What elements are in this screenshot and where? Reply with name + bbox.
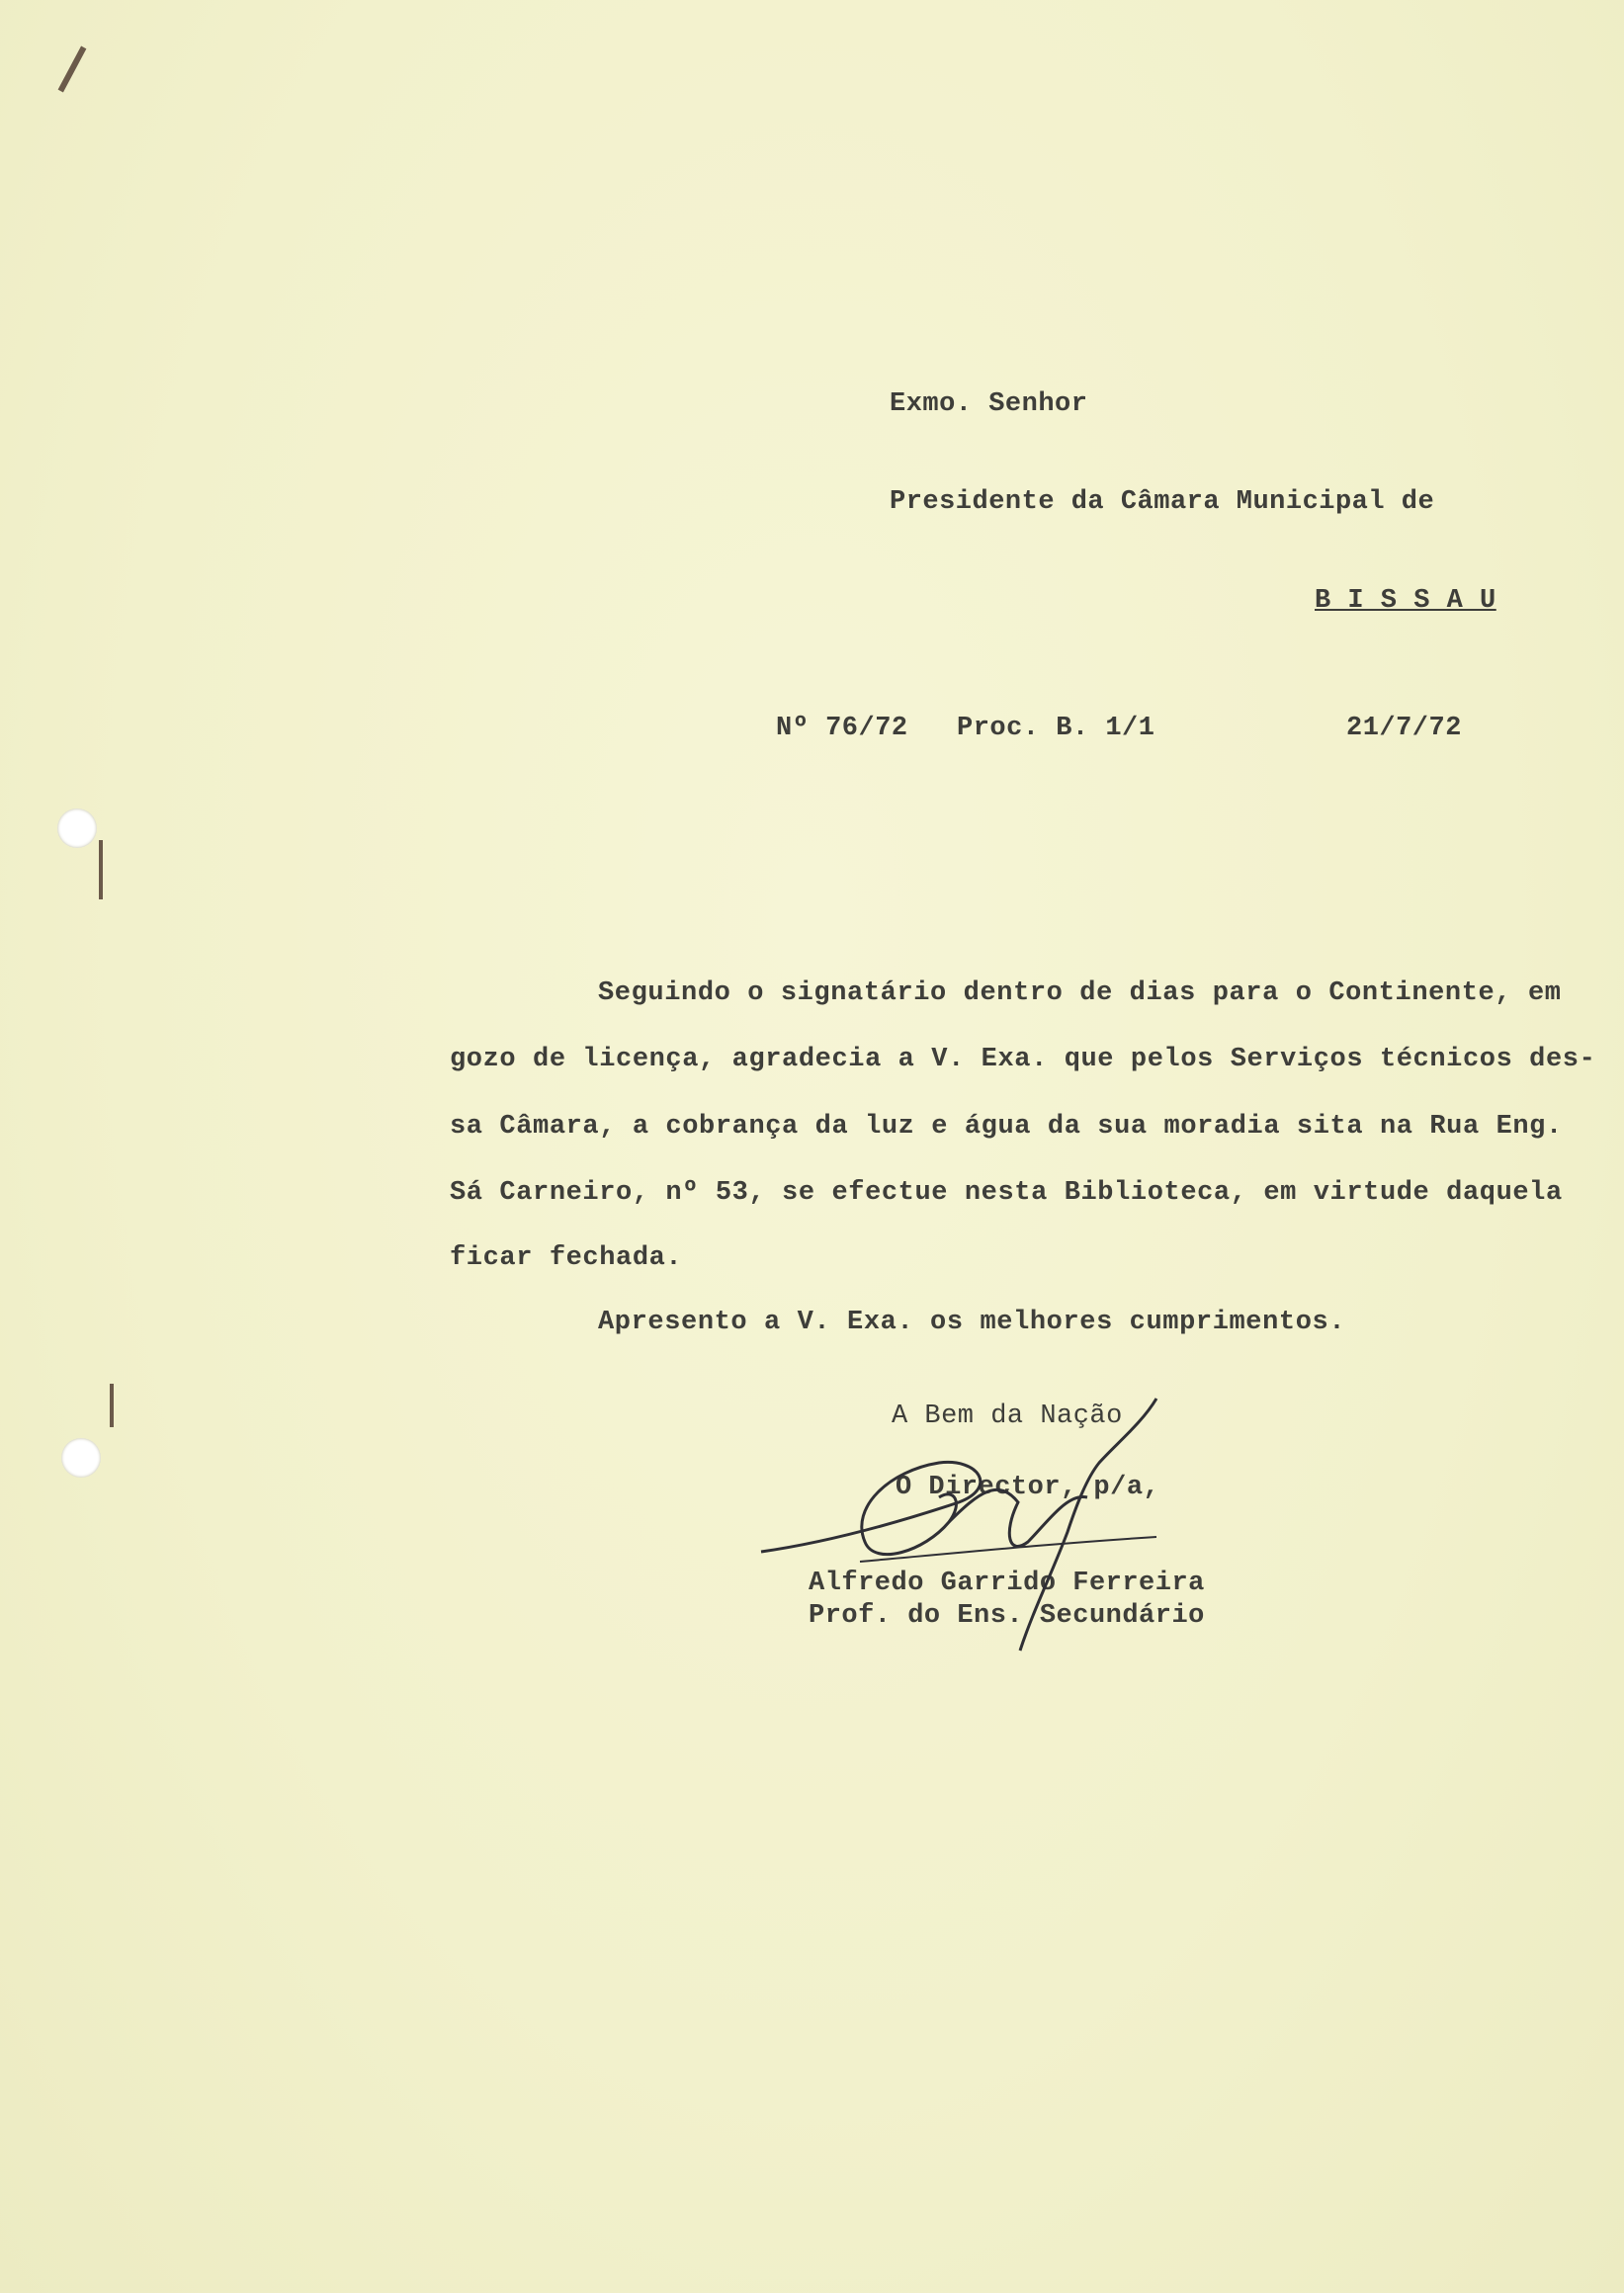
signatory-position: Prof. do Ens. Secundário [809, 1601, 1205, 1631]
corner-mark [58, 46, 87, 93]
salutation: Exmo. Senhor [890, 389, 1088, 419]
closing-line: Apresento a V. Exa. os melhores cumprimentos. [598, 1308, 1346, 1337]
process-reference: Proc. B. 1/1 [957, 714, 1155, 743]
binding-mark-top [99, 840, 103, 899]
addressee-city: B I S S A U [1315, 586, 1496, 616]
addressee-title: Presidente da Câmara Municipal de [890, 487, 1435, 517]
punch-hole-bottom [61, 1438, 101, 1478]
handwritten-signature [751, 1384, 1186, 1670]
body-line-2: gozo de licença, agradecia a V. Exa. que pelos Serviços técnicos des- [450, 1045, 1596, 1074]
signatory-name: Alfredo Garrido Ferreira [809, 1569, 1205, 1598]
body-line-3: sa Câmara, a cobrança da luz e água da sua moradia sita na Rua Eng. [450, 1112, 1563, 1142]
body-line-4: Sá Carneiro, nº 53, se efectue nesta Biblioteca, em virtude daquela [450, 1178, 1563, 1208]
punch-hole-top [57, 808, 97, 848]
letter-date: 21/7/72 [1346, 714, 1462, 743]
binding-mark-bottom [110, 1384, 114, 1427]
body-line-1: Seguindo o signatário dentro de dias para o Continente, em [598, 978, 1562, 1008]
signatory-role: O Director, p/a, [896, 1473, 1160, 1502]
body-line-5: ficar fechada. [450, 1243, 683, 1273]
reference-number: Nº 76/72 [776, 714, 908, 743]
motto: A Bem da Nação [892, 1401, 1123, 1431]
